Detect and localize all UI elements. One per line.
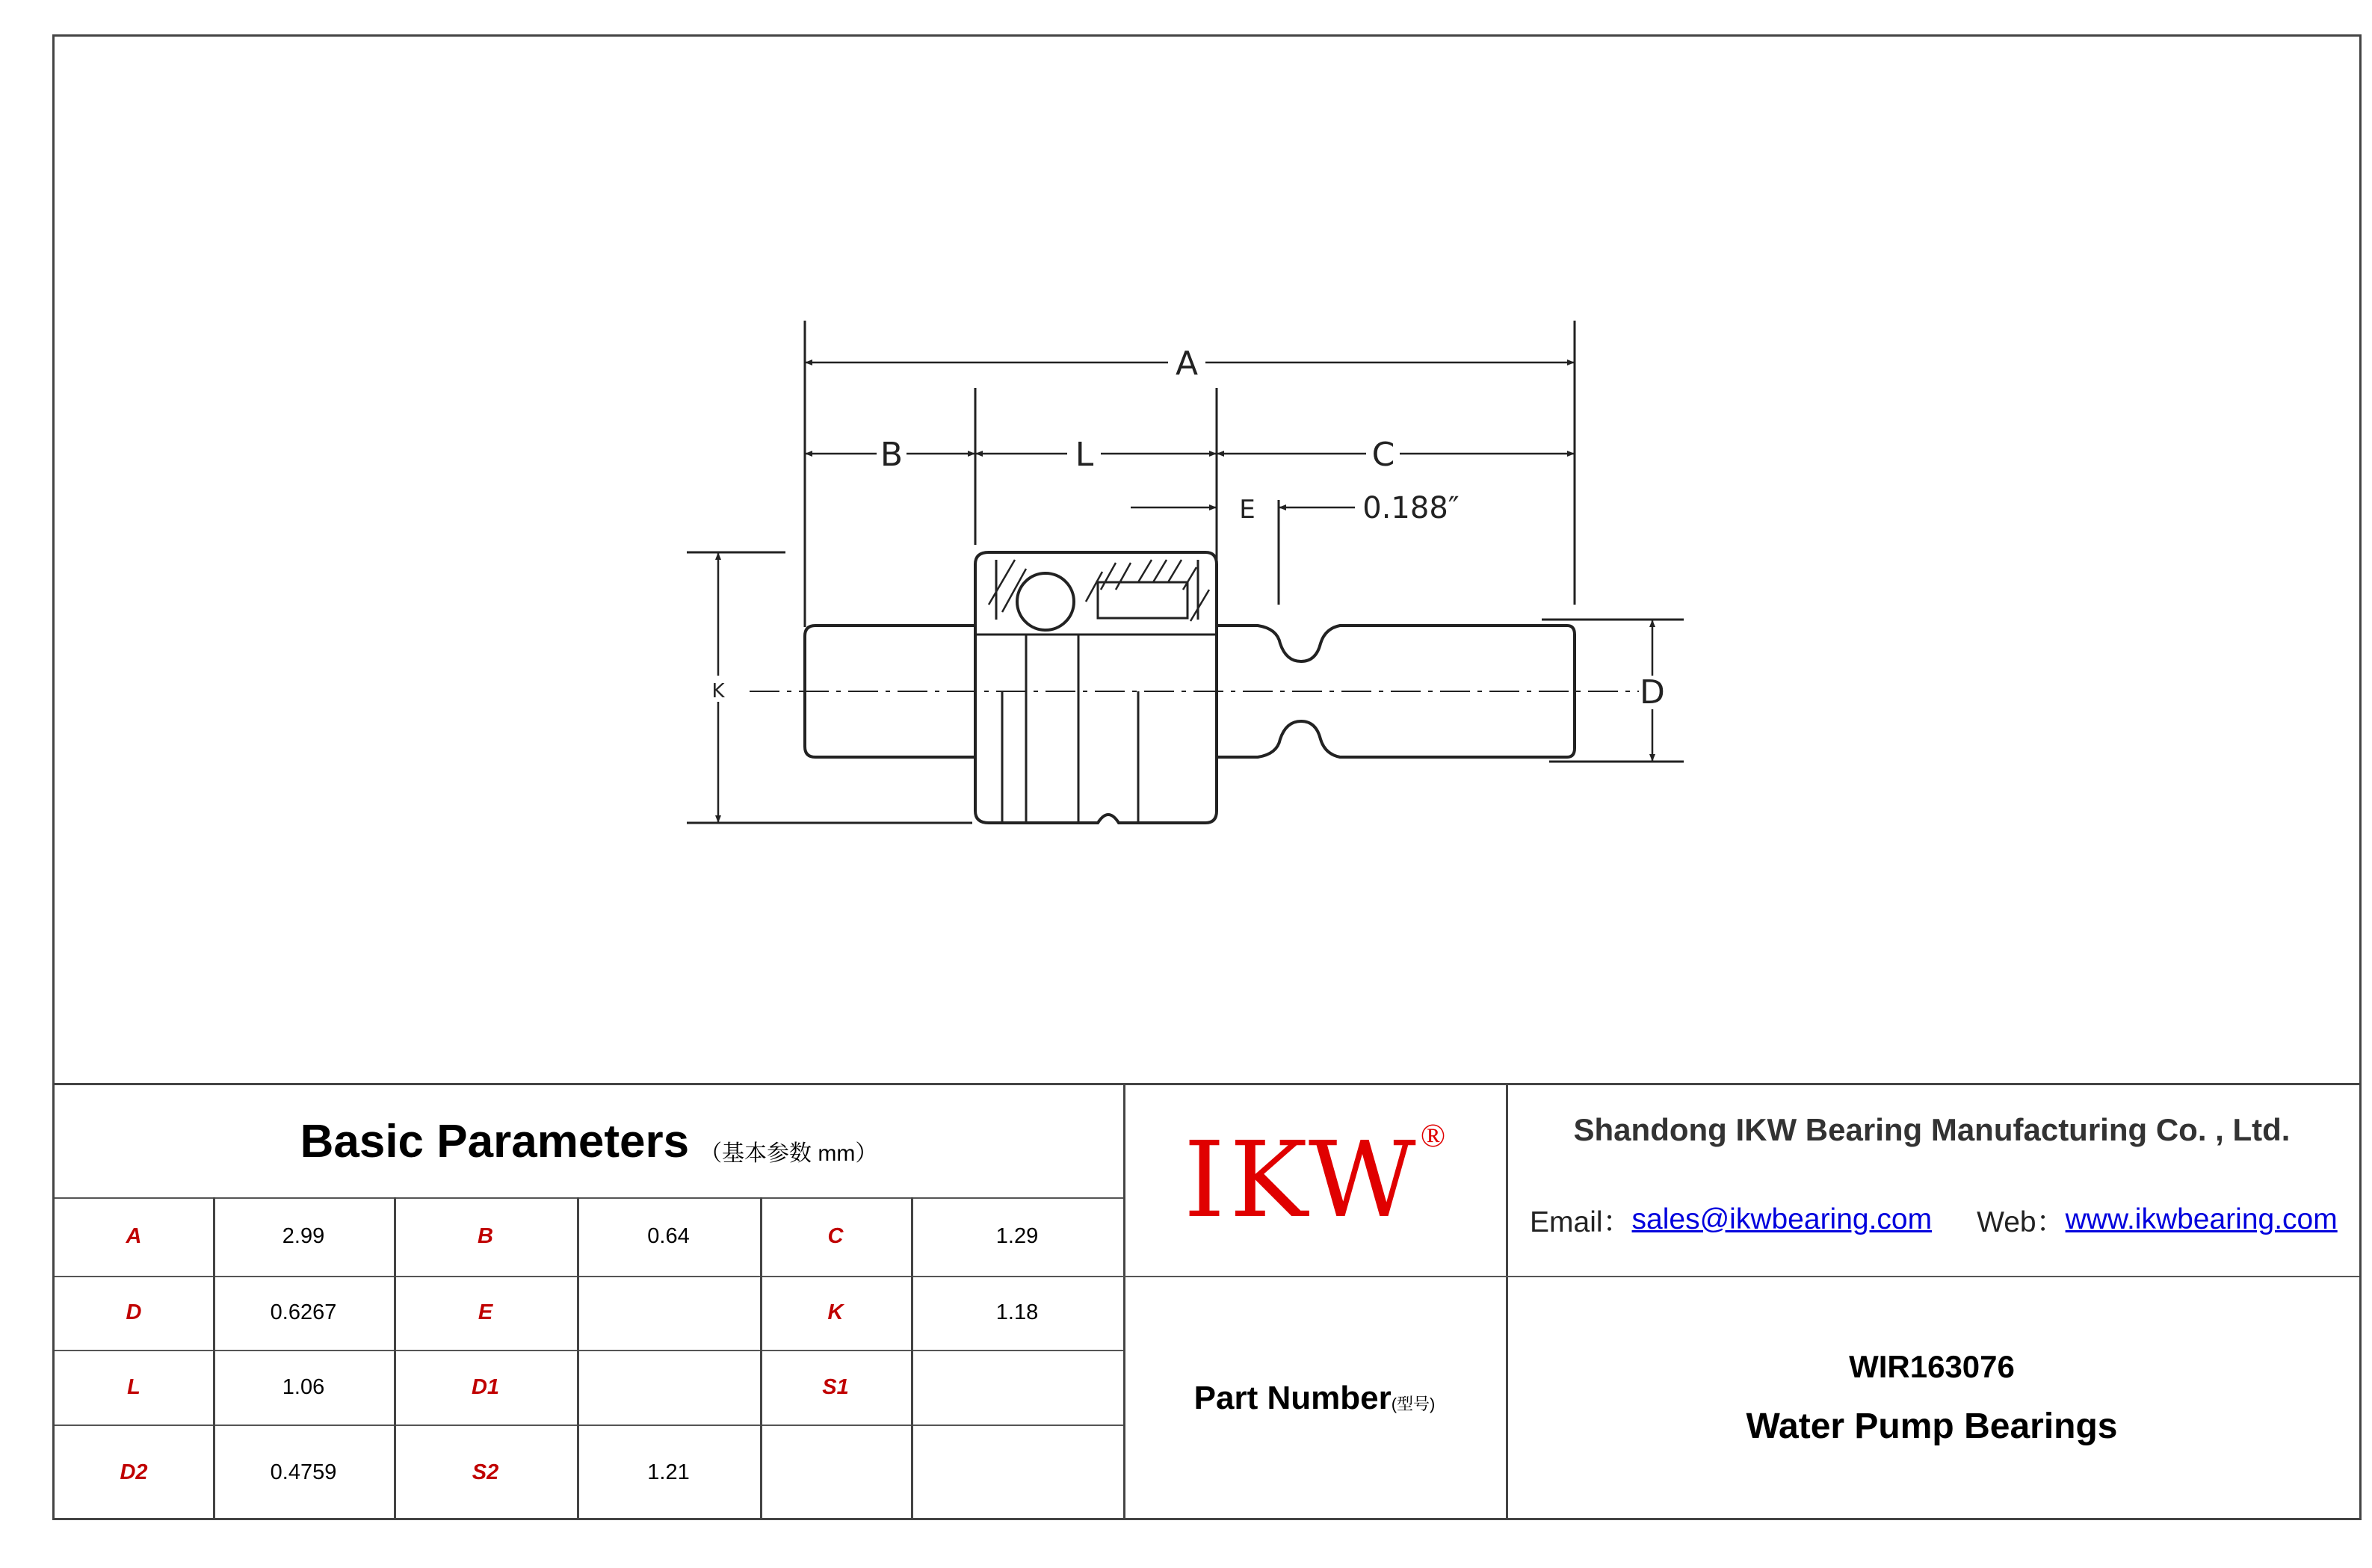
param-value-c: 1.29	[995, 1224, 1039, 1248]
param-key-k: K	[827, 1300, 844, 1324]
basic-parameters-heading: Basic Parameters	[300, 1115, 690, 1167]
param-key-empty	[760, 1425, 911, 1520]
web-link[interactable]: www.ikwbearing.com	[2065, 1203, 2338, 1235]
param-key-a: A	[126, 1224, 142, 1248]
param-value-l: 1.06	[282, 1374, 325, 1399]
param-key-d2: D2	[120, 1460, 148, 1484]
param-value-s1	[911, 1350, 1123, 1425]
basic-parameters-unit: （基本参数 mm）	[699, 1141, 878, 1166]
part-type: Water Pump Bearings	[1746, 1407, 2118, 1446]
info-table	[55, 1083, 2359, 1520]
basic-parameters-title	[55, 1085, 1123, 1197]
part-number: WIR163076	[1849, 1349, 2015, 1384]
web-label: Web：	[1977, 1206, 2066, 1238]
contact-line	[1530, 1190, 2358, 1250]
registered-mark: ®	[1420, 1117, 1446, 1154]
dim-b-label: B	[880, 436, 904, 474]
dim-a-label: A	[1175, 345, 1199, 383]
dim-k-label: K	[711, 680, 725, 703]
param-value-b: 0.64	[647, 1224, 690, 1248]
param-key-b: B	[478, 1224, 493, 1248]
technical-drawing	[55, 37, 2359, 1086]
param-key-l: L	[127, 1374, 140, 1399]
email-label: Email：	[1530, 1206, 1632, 1238]
part-number-label: Part Number	[1193, 1379, 1392, 1416]
param-value-empty	[911, 1425, 1123, 1520]
dim-d-label: D	[1640, 673, 1665, 712]
dim-e-label: E	[1239, 495, 1256, 525]
param-value-d: 0.6267	[270, 1300, 337, 1324]
ikw-logo	[1123, 1085, 1506, 1276]
drawing-sheet	[52, 34, 2362, 1520]
param-value-s2: 1.21	[647, 1460, 690, 1484]
param-key-d: D	[126, 1300, 142, 1324]
bearing-drawing-svg	[55, 37, 2359, 1086]
dim-e-value: 0.188″	[1362, 491, 1460, 525]
param-value-e	[577, 1276, 760, 1350]
email-link[interactable]: sales@ikwbearing.com	[1631, 1203, 1933, 1235]
param-key-s2: S2	[472, 1460, 499, 1484]
part-info-cell	[1506, 1276, 2358, 1520]
company-name: Shandong IKW Bearing Manufacturing Co. , Ltd.	[1573, 1112, 2291, 1147]
dim-c-label: C	[1371, 436, 1395, 474]
param-key-s1: S1	[822, 1374, 849, 1399]
param-value-k: 1.18	[995, 1300, 1039, 1324]
param-key-e: E	[478, 1300, 493, 1324]
logo-text: IKW	[1183, 1120, 1421, 1241]
part-number-label-cell	[1123, 1276, 1506, 1520]
dim-l-label: L	[1075, 436, 1094, 474]
param-key-c: C	[827, 1224, 844, 1248]
part-number-label-sub: (型号)	[1391, 1395, 1436, 1413]
param-value-a: 2.99	[282, 1224, 325, 1248]
param-value-d2: 0.4759	[270, 1460, 337, 1484]
param-key-d1: D1	[471, 1374, 500, 1399]
param-value-d1	[577, 1350, 760, 1425]
